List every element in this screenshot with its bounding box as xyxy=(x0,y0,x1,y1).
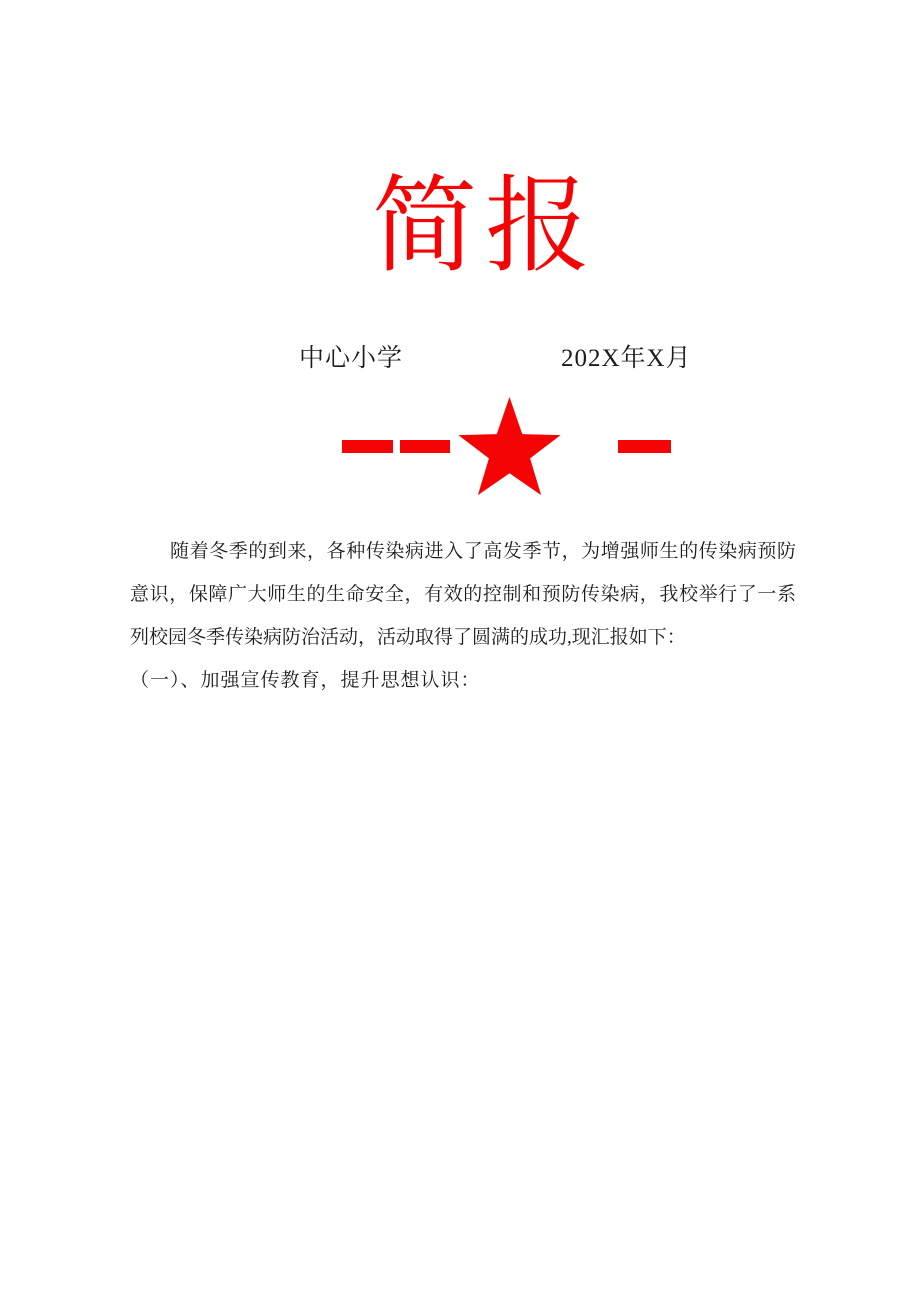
red-star-icon xyxy=(458,395,561,498)
divider-dash xyxy=(342,440,393,453)
school-name: 中心小学 xyxy=(299,345,404,372)
info-line xyxy=(0,343,920,377)
paragraph-line: 列校园冬季传染病防治活动，活动取得了圆满的成功,现汇报如下： xyxy=(130,627,686,648)
page-title: 简报 xyxy=(371,168,598,285)
divider-dash xyxy=(618,440,671,453)
section-heading: （一）、加强宣传教育，提升思想认识： xyxy=(130,670,481,691)
publish-date: 202X年X月 xyxy=(561,345,692,372)
paragraph-line: 意识，保障广大师生的生命安全，有效的控制和预防传染病，我校举行了一系 xyxy=(130,584,796,605)
body-paragraph xyxy=(130,530,796,702)
divider-dash xyxy=(400,440,450,453)
paragraph-line: 随着冬季的到来，各种传染病进入了高发季节，为增强师生的传染病预防 xyxy=(170,541,796,562)
